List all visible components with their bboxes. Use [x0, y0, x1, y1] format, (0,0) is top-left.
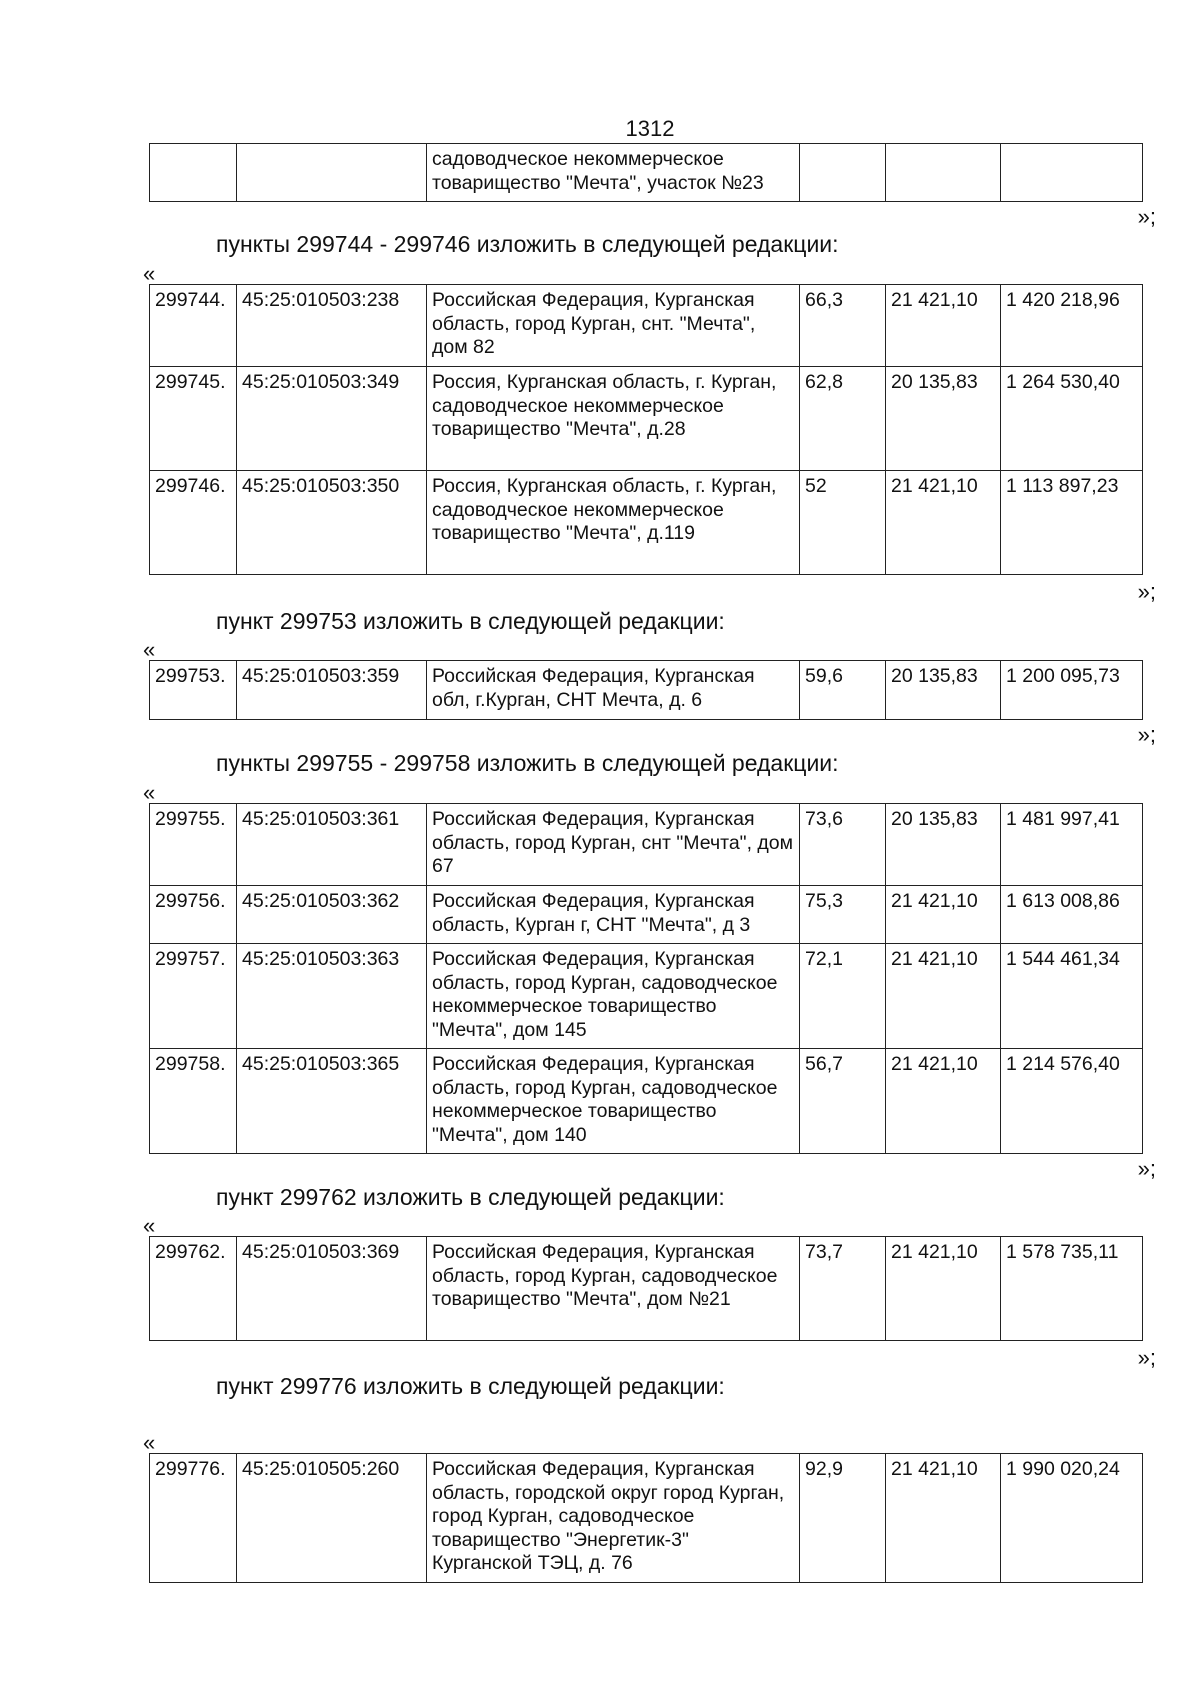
cell-address: Россия, Курганская область, г. Курган, садоводческое некоммерческое товарищество "Мечта", д.119 — [427, 471, 800, 575]
table-row — [150, 367, 1143, 471]
open-quote: « — [143, 780, 156, 805]
cell-num: 299756. — [150, 886, 237, 944]
cell-cadastral: 45:25:010503:350 — [237, 471, 427, 575]
section-intro: пункт 299753 изложить в следующей редакции: — [216, 608, 725, 634]
section-intro: пункт 299762 изложить в следующей редакции: — [216, 1184, 725, 1210]
cell-area: 75,3 — [800, 886, 886, 944]
close-quote: »; — [1137, 204, 1156, 229]
table-row — [150, 661, 1143, 720]
cell-area: 56,7 — [800, 1049, 886, 1154]
table-row — [150, 886, 1143, 944]
cell-num: 299744. — [150, 285, 237, 367]
cell-value: 1 990 020,24 — [1001, 1454, 1143, 1583]
table-row — [150, 1049, 1143, 1154]
cell-area: 92,9 — [800, 1454, 886, 1583]
cell-num: 299755. — [150, 804, 237, 886]
cell-rate: 20 135,83 — [886, 804, 1001, 886]
table-row — [150, 1237, 1143, 1341]
cell-address: Россия, Курганская область, г. Курган, садоводческое некоммерческое товарищество "Мечта", д.28 — [427, 367, 800, 471]
cell-cadastral: 45:25:010503:365 — [237, 1049, 427, 1154]
cell-value: 1 578 735,11 — [1001, 1237, 1143, 1341]
cell-value: 1 481 997,41 — [1001, 804, 1143, 886]
section-table — [149, 660, 1143, 720]
cell-value: 1 420 218,96 — [1001, 285, 1143, 367]
cell-value: 1 544 461,34 — [1001, 944, 1143, 1049]
cell-address: Российская Федерация, Курганская обл, г.Курган, СНТ Мечта, д. 6 — [427, 661, 800, 720]
cell-cadastral: 45:25:010505:260 — [237, 1454, 427, 1583]
section-intro: пункты 299755 - 299758 изложить в следующей редакции: — [216, 750, 839, 776]
cell-address: Российская Федерация, Курганская область, городской округ город Курган, город Курган, садоводческое товарищество "Энергетик-3" Курганской ТЭЦ, д. 76 — [427, 1454, 800, 1583]
cell-area: 66,3 — [800, 285, 886, 367]
section-intro: пункты 299744 - 299746 изложить в следующей редакции: — [216, 231, 839, 257]
table-row — [150, 285, 1143, 367]
fragment-table — [149, 143, 1143, 202]
cell-rate: 21 421,10 — [886, 471, 1001, 575]
cell-cadastral: 45:25:010503:362 — [237, 886, 427, 944]
cell-rate: 20 135,83 — [886, 367, 1001, 471]
cell-rate: 21 421,10 — [886, 1454, 1001, 1583]
cell-address: Российская Федерация, Курганская область, город Курган, снт "Мечта", дом 67 — [427, 804, 800, 886]
close-quote: »; — [1137, 1345, 1156, 1370]
cell-value — [1001, 144, 1143, 202]
cell-rate: 21 421,10 — [886, 285, 1001, 367]
cell-num: 299762. — [150, 1237, 237, 1341]
close-quote: »; — [1137, 722, 1156, 747]
cell-address: Российская Федерация, Курганская область, город Курган, садоводческое некоммерческое товарищество "Мечта", дом 145 — [427, 944, 800, 1049]
cell-cadastral — [237, 144, 427, 202]
cell-rate: 20 135,83 — [886, 661, 1001, 720]
section-table — [149, 284, 1143, 575]
cell-area: 52 — [800, 471, 886, 575]
cell-cadastral: 45:25:010503:359 — [237, 661, 427, 720]
cell-num: 299753. — [150, 661, 237, 720]
cell-area: 72,1 — [800, 944, 886, 1049]
cell-num — [150, 144, 237, 202]
cell-cadastral: 45:25:010503:349 — [237, 367, 427, 471]
cell-value: 1 200 095,73 — [1001, 661, 1143, 720]
cell-rate: 21 421,10 — [886, 886, 1001, 944]
cell-area — [800, 144, 886, 202]
close-quote: »; — [1137, 579, 1156, 604]
section-intro: пункт 299776 изложить в следующей редакции: — [216, 1373, 725, 1399]
cell-num: 299745. — [150, 367, 237, 471]
section-table — [149, 1236, 1143, 1341]
cell-value: 1 214 576,40 — [1001, 1049, 1143, 1154]
cell-value: 1 264 530,40 — [1001, 367, 1143, 471]
cell-rate — [886, 144, 1001, 202]
cell-rate: 21 421,10 — [886, 944, 1001, 1049]
section-table — [149, 803, 1143, 1154]
cell-num: 299758. — [150, 1049, 237, 1154]
table-row — [150, 144, 1143, 202]
cell-area: 59,6 — [800, 661, 886, 720]
table-row — [150, 804, 1143, 886]
cell-address: садоводческое некоммерческое товарищество "Мечта", участок №23 — [427, 144, 800, 202]
cell-value: 1 613 008,86 — [1001, 886, 1143, 944]
cell-num: 299776. — [150, 1454, 237, 1583]
cell-area: 73,7 — [800, 1237, 886, 1341]
cell-cadastral: 45:25:010503:363 — [237, 944, 427, 1049]
cell-area: 73,6 — [800, 804, 886, 886]
cell-value: 1 113 897,23 — [1001, 471, 1143, 575]
cell-address: Российская Федерация, Курганская область, город Курган, садоводческое некоммерческое товарищество "Мечта", дом 140 — [427, 1049, 800, 1154]
cell-rate: 21 421,10 — [886, 1049, 1001, 1154]
cell-address: Российская Федерация, Курганская область, город Курган, садоводческое товарищество "Мечта", дом №21 — [427, 1237, 800, 1341]
table-row — [150, 1454, 1143, 1583]
open-quote: « — [143, 1213, 156, 1238]
page-number: 1312 — [625, 116, 675, 141]
cell-cadastral: 45:25:010503:361 — [237, 804, 427, 886]
section-table — [149, 1453, 1143, 1583]
cell-area: 62,8 — [800, 367, 886, 471]
cell-cadastral: 45:25:010503:238 — [237, 285, 427, 367]
table-row — [150, 944, 1143, 1049]
cell-address: Российская Федерация, Курганская область, город Курган, снт. "Мечта", дом 82 — [427, 285, 800, 367]
cell-num: 299746. — [150, 471, 237, 575]
open-quote: « — [143, 261, 156, 286]
cell-num: 299757. — [150, 944, 237, 1049]
cell-address: Российская Федерация, Курганская область, Курган г, СНТ "Мечта", д 3 — [427, 886, 800, 944]
open-quote: « — [143, 637, 156, 662]
table-row — [150, 471, 1143, 575]
cell-cadastral: 45:25:010503:369 — [237, 1237, 427, 1341]
open-quote: « — [143, 1430, 156, 1455]
close-quote: »; — [1137, 1156, 1156, 1181]
cell-rate: 21 421,10 — [886, 1237, 1001, 1341]
